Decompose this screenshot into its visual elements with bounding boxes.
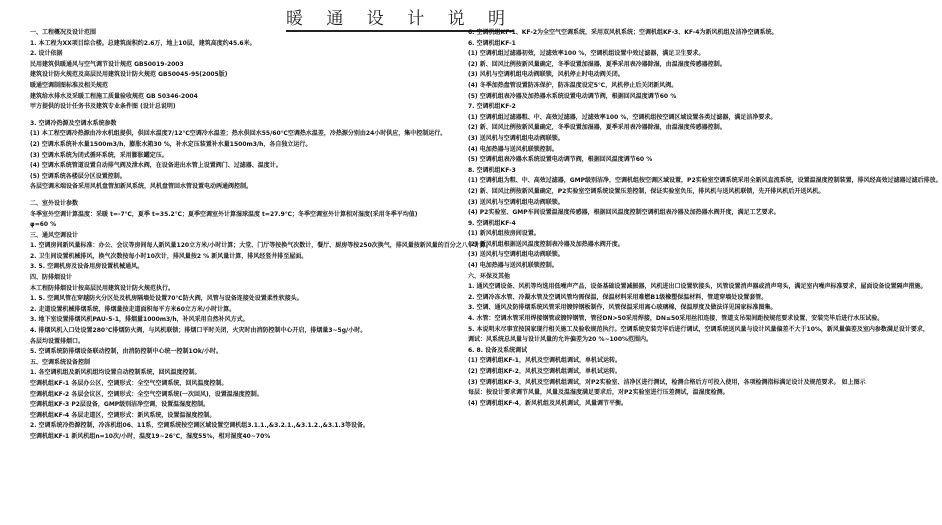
text-line: (5) 空调系统各楼层分区设置控制。 bbox=[30, 172, 126, 180]
text-line: (1) 空调机组过滤器粗、中、高效过滤器，过滤效率100 %，空调机组按空调区域设置各类过滤器，满足洁净要求。 bbox=[468, 113, 777, 121]
text-line: 2. 空调系统冷热源控制，冷冻机组06、11系，空调系统按空调区域设置空调机组3.1.1.,&3.2.1.,&3.1.2.,&3.1.3等设备。 bbox=[30, 422, 369, 430]
text-line: (1) 本工程空调冷热源由冷水机组提供，供回水温度7/12℃空调冷水温差；热水供回水55/60℃空调热水温差，冷热源分别由24小时供应，集中控制运行。 bbox=[30, 130, 447, 138]
text-line: 每层：按设计要求调节风量，风量及温湿度满足要求后，对P2实验室进行压差测试，温湿度检测。 bbox=[468, 389, 729, 397]
text-line: 2. 设计依据 bbox=[30, 50, 63, 58]
text-line: 四、防排烟设计 bbox=[30, 274, 73, 282]
text-line: (3) 空调水系统为闭式循环系统，采用膨胀罐定压。 bbox=[30, 151, 168, 159]
text-line: (4) P2实验室、GMP车间设置温湿度传感器，根据回风温度控制空调机组表冷器及加热器水阀开度，满足工艺要求。 bbox=[468, 209, 780, 217]
text-line: (3) 送风机与空调机组电动阀联锁。 bbox=[468, 134, 564, 142]
text-line: (2) 新、回风比例按新风量确定，冬季设置加湿器，夏季采用表冷器除湿，由温湿度传感器控制。 bbox=[468, 124, 726, 132]
text-line: 6. 空调机组KF-1 bbox=[468, 39, 516, 47]
text-line: 3. 空调冷热源及空调水系统参数 bbox=[30, 119, 117, 127]
text-line: (1) 新风机组按房间设置。 bbox=[468, 230, 540, 238]
text-line: (2) 新风机组根据送风温度控制表冷器及加热器水阀开度。 bbox=[468, 240, 624, 248]
text-line: (4) 电加热器与送风机联锁控制。 bbox=[468, 145, 558, 153]
text-line: 4. 水管：空调水管采用焊接钢管或镀锌钢管，管径DN>50采用焊接，DN≤50采用丝扣连接，管道支吊架间距按规范要求设置，安装完毕后进行水压试验。 bbox=[468, 315, 884, 323]
text-line: (4) 空调机组KF-4，新风机组及风机调试，风量调节平衡。 bbox=[468, 399, 627, 407]
text-line: (2) 新、回风比例按新风量确定，P2实验室空调系统设置压差控制，保证实验室负压，排风机与送风机联锁，先开排风机后开送风机。 bbox=[468, 187, 825, 195]
text-line: 建筑给水排水及采暖工程施工质量验收规范 GB 50346-2004 bbox=[30, 92, 198, 100]
text-line: 三、通风空调设计 bbox=[30, 231, 79, 239]
text-line: (4) 空调水系统管道设置自动排气阀及泄水阀，在设备进出水管上设置阀门、过滤器、温度计。 bbox=[30, 162, 282, 170]
text-line: 空调机组KF-2 各层会议区，空调形式：全空气空调系统(一次回风)，设置温湿度控制。 bbox=[30, 390, 263, 398]
text-line: (4) 冬季加热盘管设置防冻保护，防冻温度设定5℃，风机停止后关闭新风阀。 bbox=[468, 81, 678, 89]
text-line: 一、工程概况及设计范围 bbox=[30, 29, 97, 36]
text-line: 6. 空调机组KF-1、KF-2为全空气空调系统，采用双风机系统；空调机组KF-3、KF-4为新风机组及洁净空调系统。 bbox=[468, 29, 778, 36]
text-line: 1. 通风空调设备、风机等均选用低噪声产品，设备基础设置减振器，风机进出口设置软接头，风管设置消声器或消声弯头，满足室内噪声标准要求，屋面设备设置隔声措施。 bbox=[468, 283, 927, 291]
text-line: 各层均设置排烟口。 bbox=[30, 337, 85, 345]
text-line: 二、室外设计参数 bbox=[30, 199, 79, 207]
text-line: 空调机组KF-1 各层办公区，空调形式：全空气空调系统，回风温度控制。 bbox=[30, 380, 228, 387]
text-line: 1. 空调房间新风量标准：办公、会议等房间每人新风量120立方米/小时计算；大堂、门厅等按换气次数计，餐厅、厨房等按250次换气，排风量按新风量的百分之八十计算。 bbox=[30, 242, 492, 250]
text-line: 五、空调系统设备控制 bbox=[30, 358, 91, 366]
text-line: 2. 走道设置机械排烟系统，排烟量按走道面积每平方米60立方米/小时计算。 bbox=[30, 305, 236, 313]
text-line: 3. 5. 空调机房及设备用房设置机械通风。 bbox=[30, 263, 144, 271]
text-line: 空调机组KF-4 各层走道区，空调形式：新风系统，设置温湿度控制。 bbox=[30, 411, 216, 419]
text-line: 2. 卫生间设置机械排风，换气次数按每小时10次计，排风量按2 % 新风量计算，排风经竖井排至屋面。 bbox=[30, 252, 308, 260]
text-line: (2) 空调水系统补水量1500m3/h，膨胀水箱30 %，补水定压装置补水量1500m3/h，各自独立运行。 bbox=[30, 140, 312, 148]
text-line: (5) 空调机组表冷器水系统设置电动调节阀，根据回风温度调节60 % bbox=[468, 156, 653, 164]
text-line: 空调机组KF-1 新风机组n=10次/小时，温度19~26℃，湿度55%，相对湿度40~70% bbox=[30, 432, 271, 440]
text-line: 调试：风系统总风量与设计风量的允许偏差为20 %~100%范围内。 bbox=[468, 336, 653, 344]
text-line: 7. 空调机组KF-2 bbox=[468, 103, 516, 111]
text-line: 建筑设计防火规范及高层民用建筑设计防火规范 GB50045-95(2005版) bbox=[30, 71, 228, 79]
text-line: 1. 5. 空调风管在穿越防火分区处及机房隔墙处设置70℃防火阀，风管与设备连接处设置柔性软接头。 bbox=[30, 295, 303, 303]
document-title-text: 暖 通 设 计 说 明 bbox=[286, 9, 514, 32]
text-line: 9. 空调机组KF-4 bbox=[468, 219, 516, 227]
text-line: (2) 新、回风比例按新风量确定，冬季设置加湿器，夏季采用表冷器除湿，由温湿度传感器控制。 bbox=[468, 60, 726, 68]
text-line: (1) 空调机组过滤器初效，过滤效率100 %，空调机组设置中效过滤器，满足卫生要求。 bbox=[468, 50, 705, 58]
text-line: 4. 排烟风机入口处设置280℃排烟防火阀，与风机联锁；排烟口平时关闭，火灾时由消防控制中心开启，排烟量3~5g/小时。 bbox=[30, 327, 367, 335]
text-line: 暖通空调制图标准及相关规范 bbox=[30, 81, 109, 89]
text-line: 1. 本工程为XX项目综合楼。总建筑面积约2.6万，地上10层，建筑高度约45.6米。 bbox=[30, 39, 256, 47]
text-line: 3. 地下室设置排烟风机PAU-5-1，排烟量1000m3/h，补风采用自然补风方式。 bbox=[30, 316, 249, 324]
text-line: 甲方提供的设计任务书及建筑专业条件图 (设计总说明) bbox=[30, 103, 176, 111]
text-line: 各层空调末端设备采用风机盘管加新风系统，风机盘管回水管设置电动两通阀控制。 bbox=[30, 183, 253, 191]
text-line: 本工程防排烟设计按高层民用建筑设计防火规范执行。 bbox=[30, 284, 175, 292]
text-line: 5. 空调系统防排烟设备联动控制，由消防控制中心统一控制1Ok/小时。 bbox=[30, 348, 223, 356]
document-title bbox=[0, 4, 800, 29]
text-line: 民用建筑供暖通风与空气调节设计规范 GB50019-2003 bbox=[30, 60, 184, 68]
text-line: 8. 空调机组KF-3 bbox=[468, 166, 516, 174]
text-line: 六、环保及其他 bbox=[468, 272, 511, 280]
text-line: 5. 本说明未尽事宜按国家现行相关施工及验收规范执行。空调系统安装完毕后进行调试，空调系统送风量与设计风量偏差不大于10%，新风量偏差及室内参数满足设计要求， bbox=[468, 325, 929, 333]
text-line: (3) 风机与空调机组电动阀联锁，风机停止时电动阀关闭。 bbox=[468, 71, 624, 79]
text-line: 6. 8. 设备及系统调试 bbox=[468, 346, 528, 354]
text-line: (3) 送风机与空调机组电动阀联锁。 bbox=[468, 198, 564, 206]
text-line: 冬季室外空调计算温度：采暖 t=-7℃，夏季 t=35.2℃；夏季空调室外计算湿球温度 t=27.9℃；冬季空调室外计算相对湿度(采用冬季平均值) bbox=[30, 210, 418, 218]
text-line: (4) 电加热器与送风机联锁控制。 bbox=[468, 262, 558, 270]
text-line: (1) 空调机组为粗、中、高效过滤器，GMP级别洁净，空调机组按空调区域设置，P2实验室空调系统采用全新风直流系统，设置温湿度控制装置，排风经高效过滤器过滤后排放。 bbox=[468, 177, 942, 185]
text-line: (2) 空调机组KF-2，风机及空调机组调试，单机试运转。 bbox=[468, 368, 621, 375]
text-line: φ=60 % bbox=[30, 221, 57, 229]
text-line: 空调机组KF-3 P2层设备，GMP级别洁净空调，设置温湿度控制。 bbox=[30, 401, 210, 409]
right-column bbox=[468, 28, 942, 409]
text-line: (3) 空调机组KF-3，风机及空调机组调试，对P2实验室、洁净区进行测试，检测合格后方可投入使用，各项检测指标满足设计及规范要求。 如上图示 bbox=[468, 378, 866, 386]
text-line: (5) 空调机组表冷器及加热器水系统设置电动调节阀，根据回风温度调节60 % bbox=[468, 92, 677, 100]
text-line: 1. 各空调机组及新风机组均设置自动控制系统，回风温度控制。 bbox=[30, 369, 201, 377]
text-line: (1) 空调机组KF-1，风机及空调机组调试，单机试运转。 bbox=[468, 357, 621, 365]
text-line: 2. 空调冷冻水管、冷凝水管及空调风管均需保温，保温材料采用难燃B1级橡塑保温材料，管道穿墙处设置套管。 bbox=[468, 293, 768, 301]
text-line: 3. 空调、通风及防排烟系统风管采用镀锌钢板制作，风管保温采用离心玻璃棉，保温厚度及做法详见国家标准图集。 bbox=[468, 304, 777, 312]
text-line: (3) 送风机与空调机组电动阀联锁。 bbox=[468, 251, 564, 259]
